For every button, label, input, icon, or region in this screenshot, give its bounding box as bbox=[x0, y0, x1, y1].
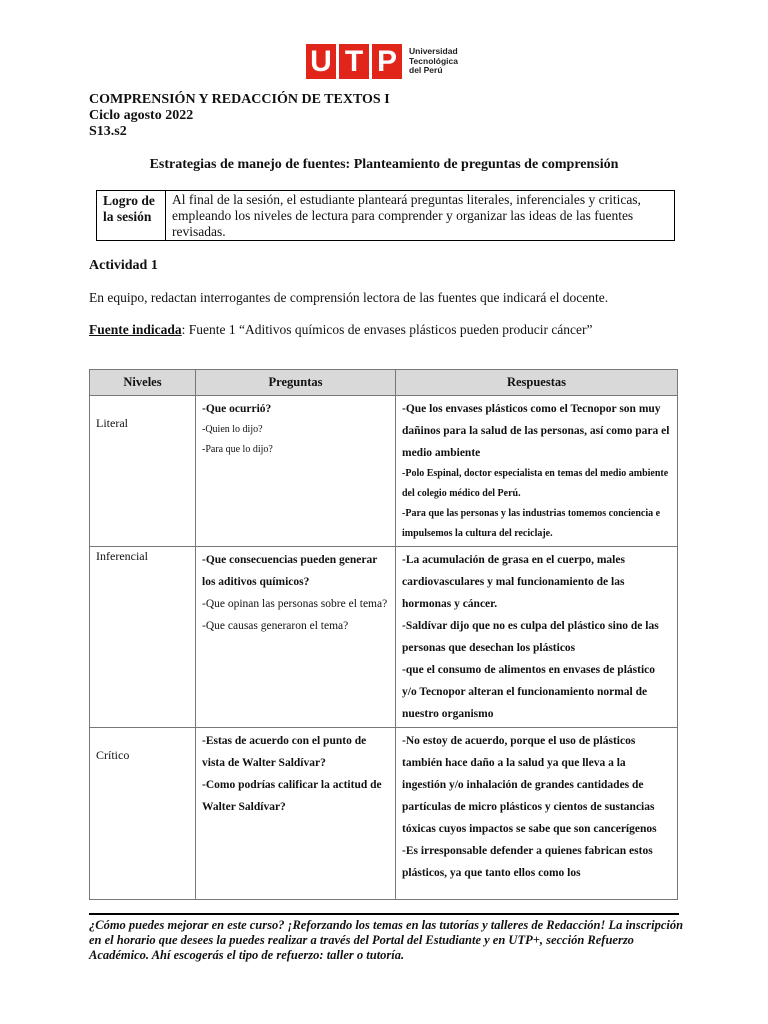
respuestas-cell bbox=[396, 396, 678, 547]
logo-letter-p: P bbox=[372, 44, 402, 79]
respuesta: -que el consumo de alimentos en envases de plástico y/o Tecnopor alteran el funcionamiento normal de nuestro organismo bbox=[402, 664, 655, 720]
respuesta: -Para que las personas y las industrias tomemos conciencia e impulsemos la cultura del reciclaje. bbox=[402, 508, 661, 539]
respuestas-cell bbox=[396, 547, 678, 728]
header-preguntas: Preguntas bbox=[196, 370, 396, 396]
respuesta: -Que los envases plásticos como el Tecnopor son muy dañinos para la salud de las personas, así como para el medio ambiente bbox=[402, 403, 670, 459]
preguntas-cell bbox=[196, 547, 396, 728]
logro-text: Al final de la sesión, el estudiante planteará preguntas literales, inferenciales y criticas, empleando los niveles de lectura para comprender y organizar las ideas de las fuentes revisadas. bbox=[172, 192, 641, 239]
pregunta: -Para que lo dijo? bbox=[202, 444, 273, 455]
header-respuestas: Respuestas bbox=[396, 370, 678, 396]
footer-divider bbox=[89, 913, 679, 915]
preguntas-cell bbox=[196, 728, 396, 900]
respuesta: -Es irresponsable defender a quienes fabrican estos plásticos, ya que tanto ellos como los bbox=[402, 845, 653, 879]
logo-name-line: del Perú bbox=[409, 65, 443, 76]
logo-university-name bbox=[409, 47, 458, 76]
activity-title: Actividad 1 bbox=[89, 258, 158, 273]
source-line bbox=[89, 322, 593, 338]
nivel-cell: Literal bbox=[90, 396, 196, 547]
pregunta: -Que causas generaron el tema? bbox=[202, 620, 349, 632]
nivel-cell: Crítico bbox=[90, 728, 196, 900]
source-text: : Fuente 1 “Aditivos químicos de envases plásticos pueden producir cáncer” bbox=[181, 322, 593, 337]
logo-name-line: Universidad bbox=[409, 46, 458, 57]
cycle-label: Ciclo agosto 2022 bbox=[89, 108, 194, 123]
logo-name-line: Tecnológica bbox=[409, 55, 458, 66]
table-row bbox=[90, 728, 678, 900]
source-label: Fuente indicada bbox=[89, 322, 182, 337]
respuesta: -No estoy de acuerdo, porque el uso de plásticos también hace daño a la salud ya que lleva a la ingestión y/o inhalación de grandes cantidades de partículas de micro plásticos y cientos de sustancias tóxicas cuyos impactos se sabe que son cancerígenos bbox=[402, 735, 657, 835]
preguntas-cell bbox=[196, 396, 396, 547]
logro-label-line: la sesión bbox=[103, 209, 152, 224]
nivel-cell: Inferencial bbox=[90, 547, 196, 728]
comprehension-table bbox=[89, 369, 678, 900]
table-row bbox=[90, 547, 678, 728]
logro-label-line: Logro de bbox=[103, 193, 155, 208]
respuesta: -Saldívar dijo que no es culpa del plástico sino de las personas que desechan los plásticos bbox=[402, 620, 659, 654]
pregunta: -Quien lo dijo? bbox=[202, 424, 263, 435]
table-header-row bbox=[90, 370, 678, 396]
session-label: S13.s2 bbox=[89, 124, 127, 139]
pregunta: -Que opinan las personas sobre el tema? bbox=[202, 598, 388, 610]
respuesta: -Polo Espinal, doctor especialista en temas del medio ambiente del colegio médico del Perú. bbox=[402, 468, 669, 499]
header-niveles: Niveles bbox=[90, 370, 196, 396]
pregunta: -Estas de acuerdo con el punto de vista de Walter Saldívar? bbox=[202, 735, 367, 769]
pregunta: -Como podrías calificar la actitud de Walter Saldívar? bbox=[202, 779, 382, 813]
table-row bbox=[90, 396, 678, 547]
utp-logo bbox=[306, 43, 458, 80]
logro-box bbox=[96, 190, 675, 241]
logro-label bbox=[97, 191, 166, 240]
logo-letter-u: U bbox=[306, 44, 336, 79]
course-title: COMPRENSIÓN Y REDACCIÓN DE TEXTOS I bbox=[89, 92, 390, 107]
pregunta: -Que ocurrió? bbox=[202, 403, 272, 415]
respuestas-cell bbox=[396, 728, 678, 900]
activity-instruction: En equipo, redactan interrogantes de comprensión lectora de las fuentes que indicará el docente. bbox=[89, 290, 609, 305]
logo-letter-t: T bbox=[339, 44, 369, 79]
footer-note: ¿Cómo puedes mejorar en este curso? ¡Reforzando los temas en las tutorías y talleres de Redacción! La inscripción en el horario que desees la puedes realizar a través del Portal del Estudiante y en UTP+, sección Refuerzo Académico. Ahí escogerás el tipo de refuerzo: taller o tutoría. bbox=[89, 918, 684, 962]
page-subtitle: Estrategias de manejo de fuentes: Planteamiento de preguntas de comprensión bbox=[149, 157, 619, 172]
respuesta: -La acumulación de grasa en el cuerpo, males cardiovasculares y mal funcionamiento de las hormonas y cáncer. bbox=[402, 554, 625, 610]
pregunta: -Que consecuencias pueden generar los aditivos químicos? bbox=[202, 554, 378, 588]
